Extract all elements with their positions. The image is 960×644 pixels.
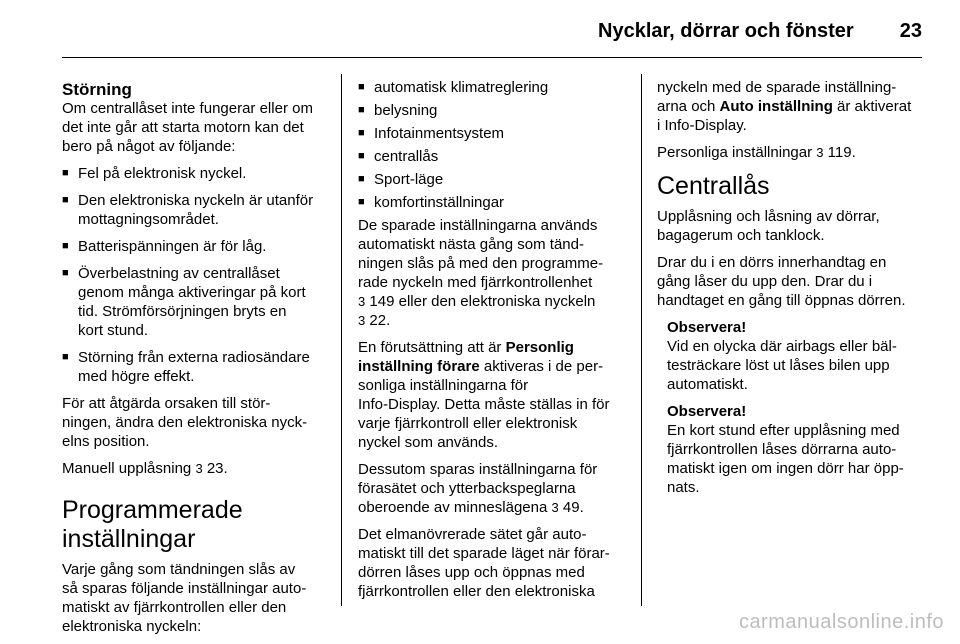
text-line xyxy=(358,498,626,517)
text-line: ningen, ändra den elektroniska nyck- xyxy=(62,414,308,431)
reference-page: 49. xyxy=(562,499,584,516)
text-line: Dessutom sparas inställningarna för xyxy=(358,461,598,478)
text-fragment: är aktiverat xyxy=(832,98,912,115)
column-3 xyxy=(657,78,927,505)
text-line: ningen slås på med den programme- xyxy=(358,255,604,272)
text-line: det inte går att starta motorn kan det xyxy=(62,119,304,136)
column-divider xyxy=(641,74,642,606)
text-line: nyckeln med de sparade inställning- xyxy=(657,79,897,96)
reference-page: 119. xyxy=(827,144,856,161)
paragraph xyxy=(62,560,328,636)
note-box xyxy=(667,402,927,497)
list-item xyxy=(62,164,328,183)
paragraph xyxy=(657,78,927,135)
text-line: matiskt av fjärrkontrollen eller den xyxy=(62,599,287,616)
text-line: dörren låses upp och öppnas med xyxy=(358,564,585,581)
paragraph xyxy=(358,338,626,452)
text-line: sonliga inställningarna för xyxy=(358,377,529,394)
paragraph xyxy=(657,207,927,245)
text-line: inställningar xyxy=(62,525,196,553)
note-title: Observera! xyxy=(667,403,747,420)
page-ref-arrow-icon: 3 xyxy=(358,313,366,328)
text-line: varje fjärrkontroll eller elektronisk xyxy=(358,415,578,432)
text-line: bero på något av följande: xyxy=(62,138,236,155)
list-item: ■ komfortinställningar xyxy=(358,193,626,212)
cross-reference[interactable] xyxy=(62,459,328,478)
text-line: tid. Strömförsörjningen bryts en xyxy=(78,303,287,320)
text-line: elektroniska nyckeln: xyxy=(62,618,202,635)
bold-setting-name: inställning förare xyxy=(358,358,480,375)
list-item xyxy=(62,237,328,256)
text-line: Programmerade xyxy=(62,496,243,524)
reference-text: oberoende av minneslägena xyxy=(358,499,548,516)
text-line: Det elmanövrerade sätet går auto- xyxy=(358,526,587,543)
page-ref-arrow-icon: 3 xyxy=(816,145,824,160)
text-line: nats. xyxy=(667,479,700,496)
list-item: ■ automatisk klimatreglering xyxy=(358,78,626,97)
reference-page: 23. xyxy=(206,460,228,477)
bold-setting-name: Auto inställning xyxy=(719,98,833,115)
text-line: nyckel som används. xyxy=(358,434,499,451)
text-line: Varje gång som tändningen slås av xyxy=(62,561,296,578)
text-line: En kort stund efter upplåsning med xyxy=(667,422,900,439)
note-title: Observera! xyxy=(667,319,747,336)
reference-text: Manuell upplåsning xyxy=(62,460,192,477)
page-ref-arrow-icon: 3 xyxy=(551,500,559,515)
text-line: Info-Display. Detta måste ställas in för xyxy=(358,396,610,413)
bold-setting-name: Personlig xyxy=(505,339,574,356)
column-1 xyxy=(62,78,328,644)
text-line: automatiskt nästa gång som tänd- xyxy=(358,236,584,253)
list-item: ■ centrallås xyxy=(358,147,626,166)
list-item xyxy=(62,264,328,340)
paragraph xyxy=(358,525,626,601)
header-rule xyxy=(62,57,922,58)
list-item: ■ Infotainmentsystem xyxy=(358,124,626,143)
text-line xyxy=(358,357,626,376)
text-line xyxy=(358,311,626,330)
text-line: Vid en olycka där airbags eller bäl- xyxy=(667,338,897,355)
text-line: så sparas följande inställningar auto- xyxy=(62,580,307,597)
text-line: Om centrallåset inte fungerar eller om xyxy=(62,100,313,117)
note-box xyxy=(667,318,927,394)
text-line: ■ Batterispänningen är för låg. xyxy=(78,238,267,255)
page-ref-arrow-icon: 3 xyxy=(358,294,366,309)
text-line: fjärrkontrollen eller den elektroniska xyxy=(358,583,595,600)
text-line: med högre effekt. xyxy=(78,368,195,385)
text-line: förasätet och ytterbackspeglarna xyxy=(358,480,576,497)
text-line: elns position. xyxy=(62,433,150,450)
text-line: kort stund. xyxy=(78,322,149,339)
text-line: ■ Fel på elektronisk nyckel. xyxy=(78,165,247,182)
heading-storning: Störning xyxy=(62,80,132,99)
text-line xyxy=(358,292,626,311)
text-line: mottagningsområdet. xyxy=(78,211,219,228)
cross-reference[interactable] xyxy=(657,143,927,162)
paragraph xyxy=(657,253,927,310)
reference-text: 149 eller den elektroniska nyckeln xyxy=(369,293,596,310)
text-line: gång låser du upp den. Drar du i xyxy=(657,273,873,290)
paragraph xyxy=(62,394,328,451)
text-line: De sparade inställningarna används xyxy=(358,217,598,234)
page-number: 23 xyxy=(899,20,922,42)
text-line: ■ Störning från externa radiosändare xyxy=(78,349,310,366)
text-line: matiskt igen om ingen dörr har öpp- xyxy=(667,460,904,477)
text-line: automatiskt. xyxy=(667,376,748,393)
text-line: Upplåsning och låsning av dörrar, xyxy=(657,208,880,225)
column-2 xyxy=(358,78,626,609)
text-line: ■ Överbelastning av centrallåset xyxy=(78,265,280,282)
list-item: ■ belysning xyxy=(358,101,626,120)
column-divider xyxy=(341,74,342,606)
text-line: Drar du i en dörrs innerhandtag en xyxy=(657,254,887,271)
text-line: handtaget en gång till öppnas dörren. xyxy=(657,292,906,309)
text-line: fjärrkontrollen låses dörrarna auto- xyxy=(667,441,897,458)
text-line: genom många aktiveringar på kort xyxy=(78,284,306,301)
list-item: ■ Sport-läge xyxy=(358,170,626,189)
watermark: carmanualsonline.info xyxy=(738,611,944,633)
text-line: För att åtgärda orsaken till stör- xyxy=(62,395,271,412)
text-line: bagagerum och tanklock. xyxy=(657,227,825,244)
list-item xyxy=(62,348,328,386)
text-line: testräckare löst ut låses bilen upp xyxy=(667,357,890,374)
text-line: En förutsättning att är Personlig xyxy=(358,339,574,356)
reference-page: 22. xyxy=(369,312,391,329)
heading-centrallas: Centrallås xyxy=(657,172,770,200)
text-line: ■ Den elektroniska nyckeln är utanför xyxy=(78,192,314,209)
text-line: rade nyckeln med fjärrkontrollenhet xyxy=(358,274,593,291)
heading-programmerade xyxy=(62,496,328,554)
text-line: i Info-Display. xyxy=(657,117,747,134)
paragraph xyxy=(62,99,328,156)
cause-list xyxy=(62,164,328,386)
list-item xyxy=(62,191,328,229)
text-line: matiskt till det sparade läget när förar- xyxy=(358,545,610,562)
settings-list xyxy=(358,78,626,212)
text-fragment: arna och xyxy=(657,98,720,115)
paragraph xyxy=(358,460,626,517)
text-fragment: aktiveras i de per- xyxy=(479,358,604,375)
page-ref-arrow-icon: 3 xyxy=(195,461,203,476)
chapter-title: Nycklar, dörrar och fönster xyxy=(598,20,854,42)
reference-text: Personliga inställningar xyxy=(657,144,813,161)
paragraph xyxy=(358,216,626,330)
text-line xyxy=(657,97,927,116)
